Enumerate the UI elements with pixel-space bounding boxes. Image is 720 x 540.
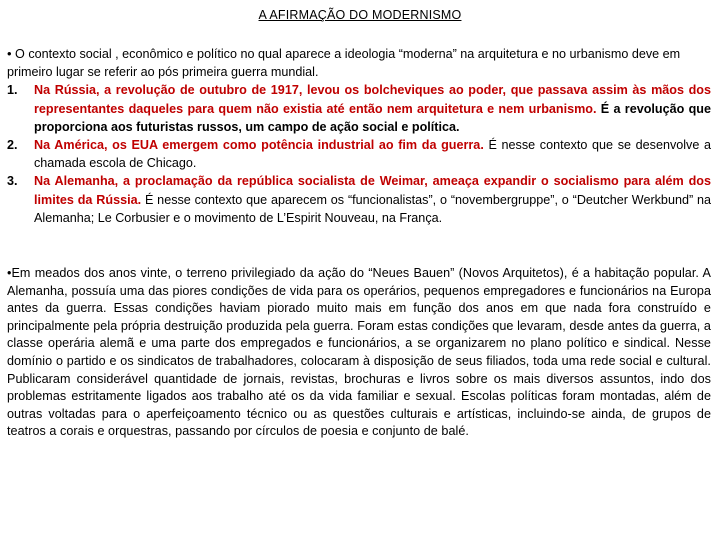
page-title: A AFIRMAÇÃO DO MODERNISMO <box>258 8 462 22</box>
numbered-list <box>7 81 711 227</box>
list-item-number: 3. <box>7 174 18 189</box>
neues-bauen-section <box>7 265 711 441</box>
list-item <box>7 172 711 227</box>
intro-paragraph <box>7 45 711 81</box>
list-item-number: 1. <box>7 83 18 98</box>
bullet-icon: • <box>7 46 12 61</box>
context-section <box>7 45 711 227</box>
list-item <box>7 136 711 172</box>
list-item-text: É nesse contexto que se desenvolve a chamada escola de Chicago. <box>34 138 712 171</box>
body-paragraph: •Em meados dos anos vinte, o terreno privilegiado da ação do “Neues Bauen” (Novos Arquitetos), é a habitação popular. A Alemanha, possuía uma das piores condições de vida para os operários, pequenos empregadores e funcionários na Europa antes da guerra. Essas condições haviam piorado muito mais em função dos anos em que nada fora construído e principalmente pela própria destruição produzida pela guerra. Foram estas condições que levaram, desde antes da guerra, a classe operária alemã e uma parte dos empregados e funcionários, a se organizarem no plano político e sindical. Nesse domínio o partido e os sindicatos de trabalhadores, colocaram à disposição de seus filiados, toda uma rede social e cultural. Publicaram considerável quantidade de jornais, revistas, brochuras e livros sobre os mais diversos assuntos, indo dos problemas estritamente ligados aos trabalho até os da vida familiar e sexual. Escolas políticas foram montadas, além de outras voltadas para o aperfeiçoamento técnico ou as questões culturais e artísticas, incluindo-se ainda, de grupos de teatros a corais e orquestras, passando por círculos de poesia e conjunto de balé. <box>7 266 711 439</box>
intro-text: O contexto social , econômico e político no qual aparece a ideologia “moderna” na arquitetura e no urbanismo deve em primeiro lugar se referir ao pós primeira guerra mundial. <box>7 47 681 80</box>
list-item-number: 2. <box>7 138 18 153</box>
list-item-text: É a revolução que proporciona aos futuristas russos, um campo de ação social e política. <box>34 101 711 134</box>
list-item-text: É nesse contexto que aparecem os “funcionalistas”, o “novembergruppe”, o “Deutcher Werkbund” na Alemanha; Le Corbusier e o movimento de L’Espirit Nouveau, na França. <box>34 192 712 225</box>
list-item-highlight: Na América, os EUA emergem como potência industrial ao fim da guerra. <box>34 138 484 153</box>
list-item-highlight: Na Alemanha, a proclamação da república socialista de Weimar, ameaça expandir o socialismo para além dos limites da Rússia. <box>34 174 711 207</box>
list-item <box>7 81 711 136</box>
list-item-highlight: Na Rússia, a revolução de outubro de 1917, levou os bolcheviques ao poder, que passava assim às mãos dos representantes daqueles para quem não existia até então nem arquitetura e nem urbanismo. <box>34 83 711 116</box>
